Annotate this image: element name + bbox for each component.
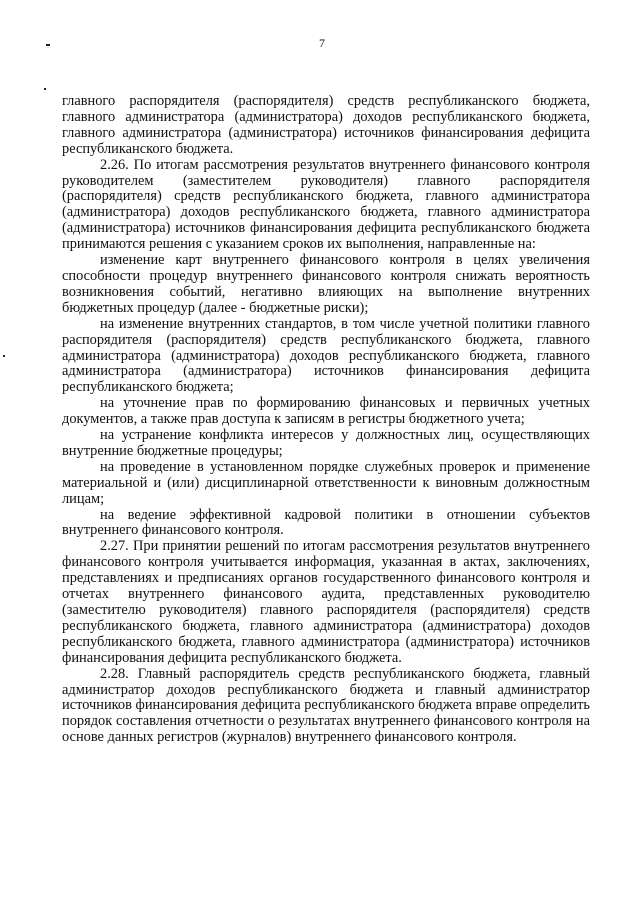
paragraph: на изменение внутренних стандартов, в том числе учетной политики главного распорядителя (распорядителя) средств республиканского бюджета, главного администратора (администратора) доходов республиканского бюджета, главного администратора (администратора) источников финансирования дефицита республиканского бюджета; [62,315,590,396]
paragraph: на уточнение прав по формированию финансовых и первичных учетных документов, а также прав доступа к записям в регистры бюджетного учета; [62,395,590,428]
scan-mark [44,88,46,90]
paragraph: 2.27. При принятии решений по итогам рассмотрения результатов внутреннего финансового контроля учитывается информация, указанная в актах, заключениях, представлениях и предписаниях органов государственного финансового контроля и отчетах внутреннего финансового аудита, представленных руководителю (заместителю руководителя) главного распорядителя (распорядителя) средств республиканского бюджета, главного администратора (администратора) доходов республиканского бюджета, главного администратора (администратора) источников финансирования дефицита республиканского бюджета. [62,538,590,666]
paragraph: главного распорядителя (распорядителя) средств республиканского бюджета, главного администратора (администратора) доходов республиканского бюджета, главного администратора (администратора) источников финансирования дефицита республиканского бюджета. [62,93,590,157]
paragraph: 2.28. Главный распорядитель средств республиканского бюджета, главный администратор доходов республиканского бюджета и главный администратор источников финансирования дефицита республиканского бюджета вправе определить порядок составления отчетности о результатах внутреннего финансового контроля на основе данных регистров (журналов) внутреннего финансового контроля. [62,665,590,746]
page-number: 7 [319,36,325,50]
paragraph: на проведение в установленном порядке служебных проверок и применение материальной и (или) дисциплинарной ответственности к виновным должностным лицам; [62,458,590,507]
paragraph: изменение карт внутреннего финансового контроля в целях увеличения способности процедур внутреннего финансового контроля снижать вероятность возникновения событий, негативно влияющих на выполнение внутренних бюджетных процедур (далее - бюджетные риски); [62,252,590,316]
paragraph: на ведение эффективной кадровой политики в отношении субъектов внутреннего финансового контроля. [62,506,590,539]
paragraph: на устранение конфликта интересов у должностных лиц, осуществляющих внутренние бюджетные процедуры; [62,427,590,459]
paragraph: 2.26. По итогам рассмотрения результатов внутреннего финансового контроля руководителем (заместителем руководителя) главного распорядителя (распорядителя) средств республиканского бюджета, главного администратора (администратора) доходов республиканского бюджета, главного администратора (администратора) источников финансирования дефицита республиканского бюджета принимаются решения с указанием сроков их выполнения, направленные на: [62,156,590,253]
scan-mark [3,355,5,357]
document-body [62,94,590,746]
scan-mark [46,44,50,46]
